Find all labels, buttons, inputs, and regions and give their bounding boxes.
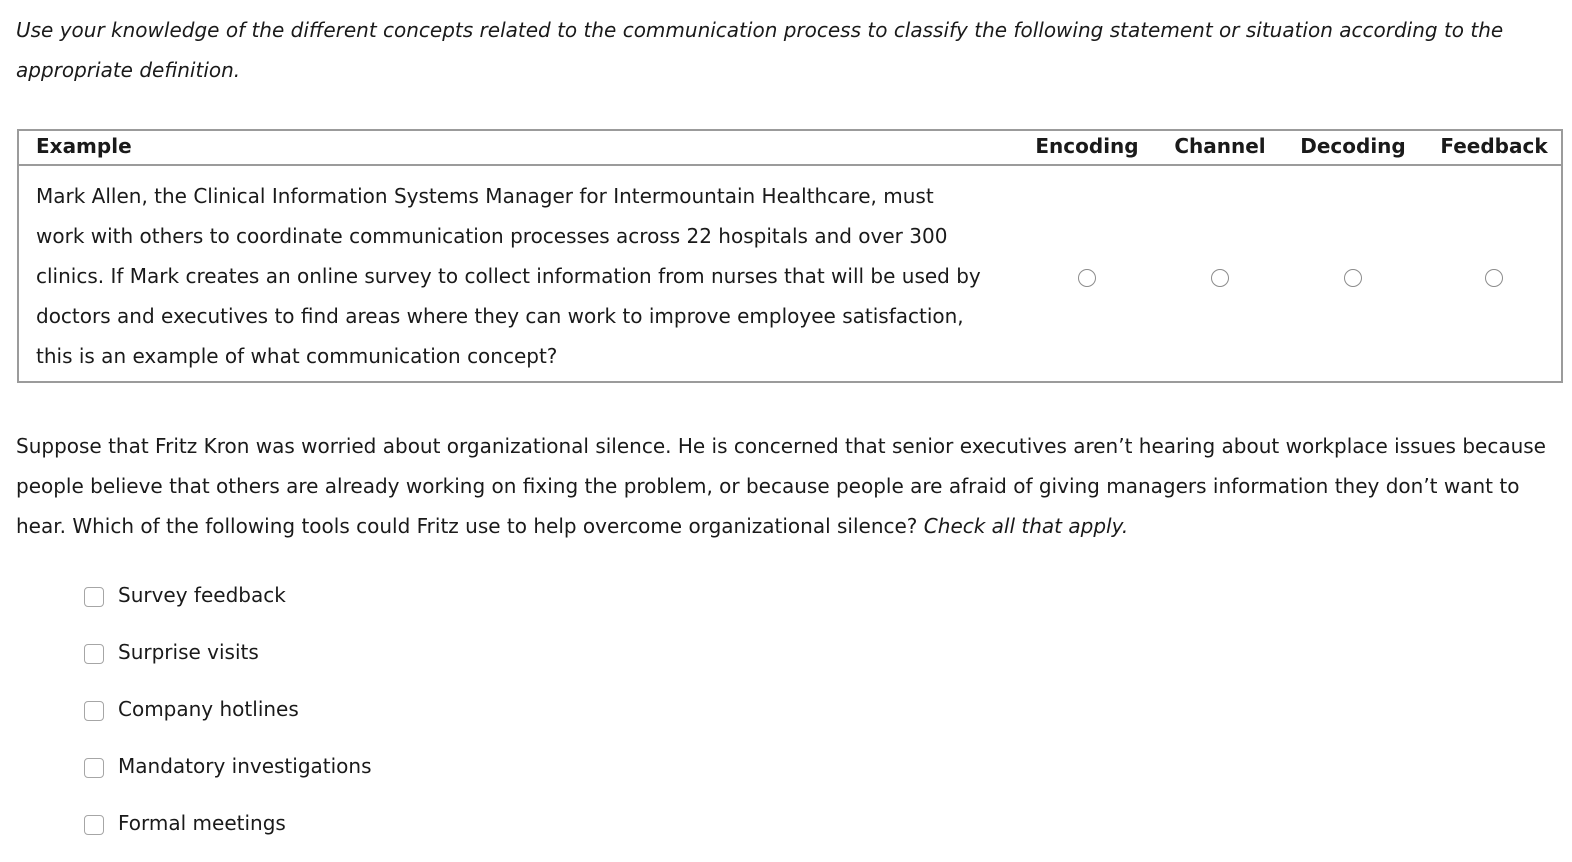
question-2-hint: Check all that apply. [923, 514, 1129, 538]
checkbox[interactable] [84, 758, 104, 778]
option-label[interactable]: Survey feedback [118, 583, 286, 607]
checkbox[interactable] [84, 815, 104, 835]
instructions-text: Use your knowledge of the different concepts related to the communication process to classify the following statement or situation according to the appropriate definition. [16, 18, 1504, 82]
option-label[interactable]: Formal meetings [118, 811, 286, 835]
classification-table [17, 129, 1563, 383]
question-2-prompt: Suppose that Fritz Kron was worried about organizational silence. He is concerned that senior executives aren’t hearing about workplace issues because people believe that others are already working on fixing the problem, or because people are afraid of giving managers information they don’t want to hear. Which of the following tools could Fritz use to help overcome organizational silence? [16, 434, 1546, 538]
option-label[interactable]: Surprise visits [118, 640, 259, 664]
header-encoding: Encoding [1035, 134, 1139, 158]
header-channel: Channel [1174, 134, 1266, 158]
option-label[interactable]: Company hotlines [118, 697, 299, 721]
checkbox[interactable] [84, 701, 104, 721]
question-2-text [16, 426, 1564, 546]
radio-feedback[interactable] [1485, 269, 1503, 287]
table-header [19, 131, 1561, 166]
header-example: Example [36, 134, 132, 158]
checkbox[interactable] [84, 587, 104, 607]
checkbox[interactable] [84, 644, 104, 664]
radio-encoding[interactable] [1078, 269, 1096, 287]
radio-decoding[interactable] [1344, 269, 1362, 287]
header-decoding: Decoding [1300, 134, 1406, 158]
radio-channel[interactable] [1211, 269, 1229, 287]
option-label[interactable]: Mandatory investigations [118, 754, 372, 778]
header-feedback: Feedback [1440, 134, 1548, 158]
example-statement: Mark Allen, the Clinical Information Systems Manager for Intermountain Healthcare, must work with others to coordinate communication processes across 22 hospitals and over 300 clinics. If Mark creates an online survey to collect information from nurses that will be used by doctors and executives to find areas where they can work to improve employee satisfaction, this is an example of what communication concept? [36, 184, 981, 368]
